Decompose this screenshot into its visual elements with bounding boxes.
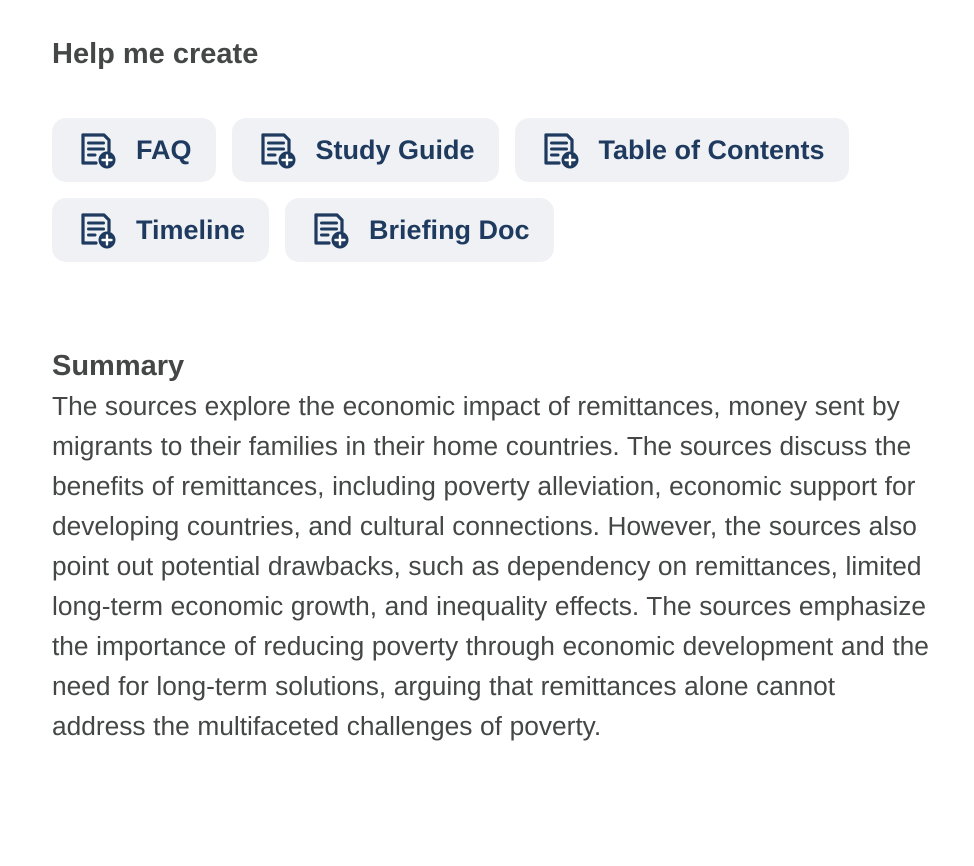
- chip-row-1: [52, 118, 932, 182]
- summary-heading: Summary: [52, 350, 185, 382]
- study-guide-chip-label: Study Guide: [315, 134, 475, 165]
- table-of-contents-chip[interactable]: [515, 118, 849, 182]
- study-guide-chip[interactable]: [232, 118, 499, 182]
- briefing-doc-chip[interactable]: [285, 198, 554, 262]
- chip-row-2: [52, 198, 932, 262]
- timeline-chip-label: Timeline: [136, 214, 246, 245]
- summary-section: [52, 346, 932, 746]
- create-chips: [52, 118, 932, 278]
- note-add-icon: [311, 210, 351, 250]
- table-of-contents-chip-label: Table of Contents: [598, 134, 825, 165]
- faq-chip[interactable]: [52, 118, 216, 182]
- faq-chip-label: FAQ: [136, 134, 192, 165]
- note-add-icon: [78, 130, 118, 170]
- note-add-icon: [78, 210, 118, 250]
- briefing-doc-chip-label: Briefing Doc: [369, 214, 530, 245]
- summary-text: The sources explore the economic impact of remittances, money sent by migrants to their families in their home countries. The sources discuss the benefits of remittances, including poverty alleviation, economic support for developing countries, and cultural connections. However, the sources also point out potential drawbacks, such as dependency on remittances, limited long-term economic growth, and inequality effects. The sources emphasize the importance of reducing poverty through economic development and the need for long-term solutions, arguing that remittances alone cannot address the multifaceted challenges of poverty.: [52, 391, 929, 741]
- note-add-icon: [541, 130, 581, 170]
- note-add-icon: [258, 130, 298, 170]
- help-me-create-heading: Help me create: [52, 38, 259, 70]
- timeline-chip[interactable]: [52, 198, 269, 262]
